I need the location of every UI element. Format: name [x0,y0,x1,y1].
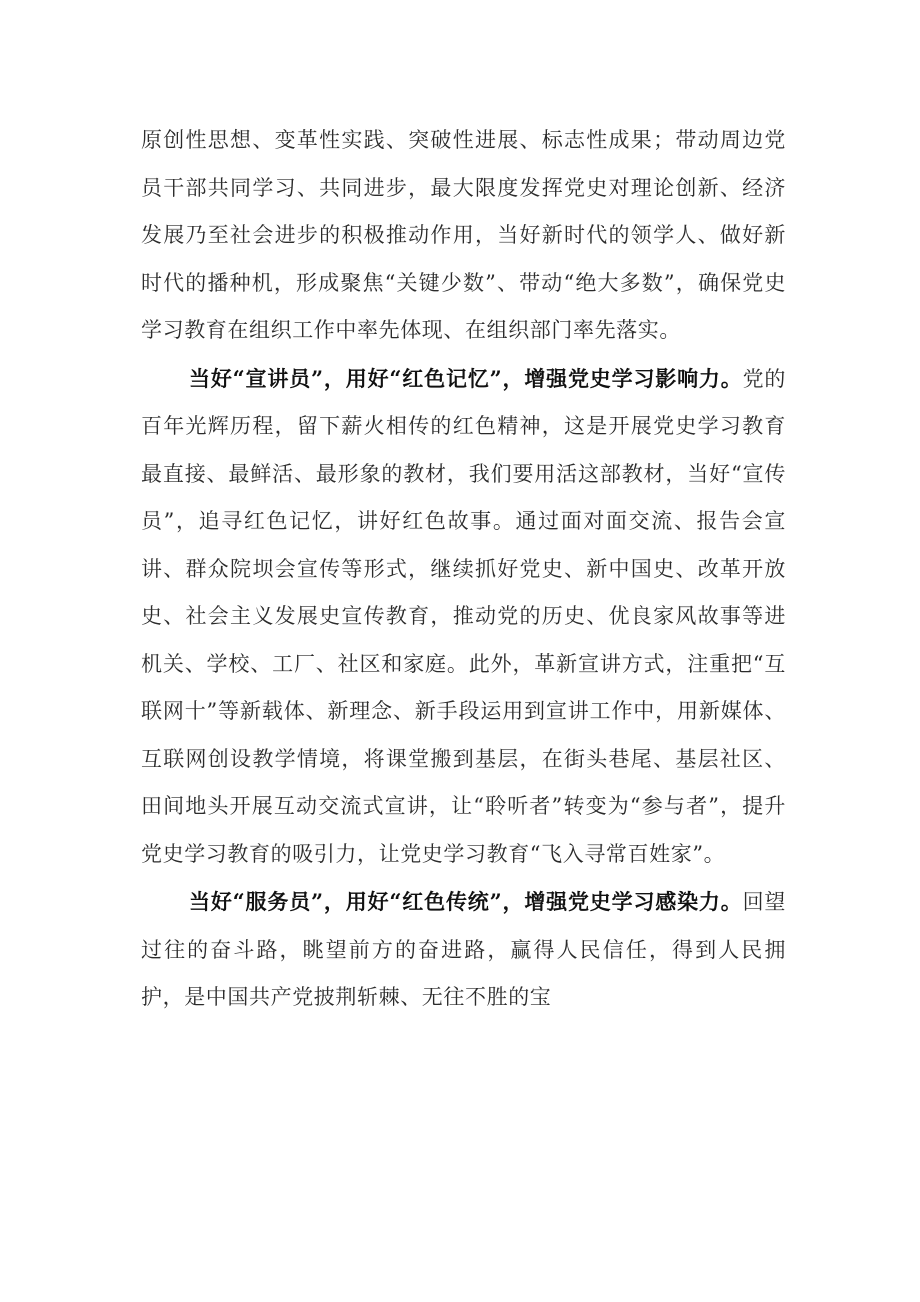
paragraph-heading-bold: 当好“服务员”，用好“红色传统”，增强党史学习感染力。 [189,889,743,914]
paragraph-body-text: 回望过往的奋斗路，眺望前方的奋进路，赢得人民信任，得到人民拥护，是中国共产党披荆斩棘、无往不胜的宝 [141,890,787,1009]
paragraph-service [141,878,786,1022]
paragraph-heading-bold: 当好“宣讲员”，用好“红色记忆”，增强党史学习影响力。 [189,365,743,391]
document-body [141,117,786,1022]
paragraph-body-text: 原创性思想、变革性实践、突破性进展、标志性成果；带动周边党员干部共同学习、共同进步，最大限度发挥党史对理论创新、经济发展乃至社会进步的积极推动作用，当好新时代的领学人、做好新时代的播种机，形成聚焦“关键少数”、带动“绝大多数”，确保党史学习教育在组织工作中率先体现、在组织部门率先落实。 [141,128,786,342]
paragraph-propagandist [141,355,786,879]
paragraph-continuation [141,117,786,355]
paragraph-body-text: 党的百年光辉历程，留下薪火相传的红色精神，这是开展党史学习教育最直接、最鲜活、最形象的教材，我们要用活这部教材，当好“宣传员”，追寻红色记忆，讲好红色故事。通过面对面交流、报告会宣讲、群众院坝会宣传等形式，继续抓好党史、新中国史、改革开放史、社会主义发展史宣传教育，推动党的历史、优良家风故事等进机关、学校、工厂、社区和家庭。此外，革新宣讲方式，注重把“互联网十”等新载体、新理念、新手段运用到宣讲工作中，用新媒体、互联网创设教学情境，将课堂搬到基层，在街头巷尾、基层社区、田间地头开展互动交流式宣讲，让“聆听者”转变为“参与者”，提升党史学习教育的吸引力，让党史学习教育“飞入寻常百姓家”。 [141,366,787,866]
